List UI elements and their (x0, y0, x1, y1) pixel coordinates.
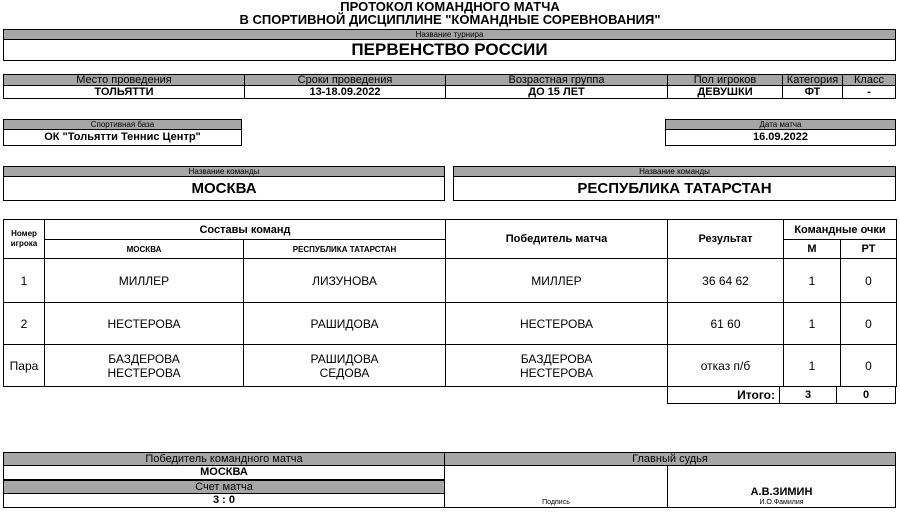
match-date-value: 16.09.2022 (665, 130, 896, 146)
row-result: отказ п/б (668, 345, 784, 387)
row-pair-winner (446, 345, 668, 387)
team-left-name: МОСКВА (3, 177, 445, 201)
col-points-rt: РТ (841, 240, 897, 259)
col-number-line1: Номер (11, 229, 37, 238)
class-value: - (842, 86, 896, 99)
row-player1: НЕСТЕРОВА (45, 303, 244, 345)
col-number-line2: игрока (10, 239, 38, 248)
dates-value: 13-18.09.2022 (244, 86, 446, 99)
pair2-player-a: РАШИДОВА (310, 351, 379, 366)
table-row (4, 303, 897, 345)
col-team-points: Командные очки (784, 220, 897, 240)
match-date-caption: Дата матча (665, 119, 896, 130)
pair2-player-b: СЕДОВА (319, 365, 370, 380)
row-winner: НЕСТЕРОВА (446, 303, 668, 345)
venue-label: Место проведения (3, 74, 245, 86)
col-lineups: Составы команд (45, 220, 446, 240)
base-value: ОК "Тольятти Теннис Центр" (3, 130, 242, 146)
gender-value: ДЕВУШКИ (667, 86, 783, 99)
table-header-row (4, 220, 897, 240)
team-winner-value: МОСКВА (3, 466, 445, 480)
judge-signature-box (444, 465, 668, 508)
signature-label: Подпись (542, 499, 570, 506)
venue-value: ТОЛЬЯТТИ (3, 86, 245, 99)
row-pair1 (45, 345, 244, 387)
match-score-value: 3 : 0 (3, 494, 445, 508)
row-winner: МИЛЛЕР (446, 259, 668, 303)
age-label: Возрастная группа (445, 74, 668, 86)
row-result: 61 60 (668, 303, 784, 345)
col-result: Результат (668, 220, 784, 259)
col-team1: МОСКВА (45, 240, 244, 259)
chief-judge-caption: Главный судья (444, 452, 896, 466)
row-player2: ЛИЗУНОВА (244, 259, 446, 303)
col-team2: РЕСПУБЛИКА ТАТАРСТАН (244, 240, 446, 259)
category-value: ФТ (782, 86, 843, 99)
table-row (4, 259, 897, 303)
team-right-name: РЕСПУБЛИКА ТАТАРСТАН (453, 177, 896, 201)
row-result: 36 64 62 (668, 259, 784, 303)
col-match-winner: Победитель матча (446, 220, 668, 259)
row-num: 2 (4, 303, 45, 345)
pair-winner-a: БАЗДЕРОВА (520, 351, 593, 366)
judge-name-box (667, 465, 896, 508)
total-points-m: 3 (779, 386, 837, 404)
row-num: Пара (4, 345, 45, 387)
pair1-player-a: БАЗДЕРОВА (108, 351, 180, 366)
col-player-number (4, 220, 45, 259)
match-score-caption: Счет матча (3, 480, 445, 494)
row-points-m: 1 (784, 303, 841, 345)
age-value: ДО 15 ЛЕТ (445, 86, 668, 99)
tournament-caption: Название турнира (3, 29, 896, 40)
row-points-rt: 0 (841, 303, 897, 345)
row-player2: РАШИДОВА (244, 303, 446, 345)
team-right-caption: Название команды (453, 166, 896, 177)
row-player1: МИЛЛЕР (45, 259, 244, 303)
protocol-subtitle: В СПОРТИВНОЙ ДИСЦИПЛИНЕ "КОМАНДНЫЕ СОРЕВНОВАНИЯ" (239, 12, 661, 27)
info-row (3, 74, 896, 100)
row-points-rt: 0 (841, 259, 897, 303)
protocol-title: ПРОТОКОЛ КОМАНДНОГО МАТЧА (340, 0, 560, 14)
class-label: Класс (842, 74, 896, 86)
row-points-m: 1 (784, 259, 841, 303)
base-caption: Спортивная база (3, 119, 242, 130)
judge-name-label: И.О.Фамилия (759, 499, 804, 506)
team-winner-caption: Победитель командного матча (3, 452, 445, 466)
pair-winner-b: НЕСТЕРОВА (520, 365, 593, 380)
team-left-caption: Название команды (3, 166, 445, 177)
category-label: Категория (782, 74, 843, 86)
row-num: 1 (4, 259, 45, 303)
row-points-rt: 0 (841, 345, 897, 387)
results-table (3, 219, 897, 387)
tournament-name: ПЕРВЕНСТВО РОССИИ (3, 40, 896, 61)
pair1-player-b: НЕСТЕРОВА (107, 365, 181, 380)
row-points-m: 1 (784, 345, 841, 387)
gender-label: Пол игроков (667, 74, 783, 86)
table-row-pair (4, 345, 897, 387)
row-pair2 (244, 345, 446, 387)
total-label: Итого: (667, 386, 780, 404)
total-points-rt: 0 (836, 386, 896, 404)
col-points-m: М (784, 240, 841, 259)
dates-label: Сроки проведения (244, 74, 446, 86)
judge-name: А.В.ЗИМИН (750, 486, 813, 498)
